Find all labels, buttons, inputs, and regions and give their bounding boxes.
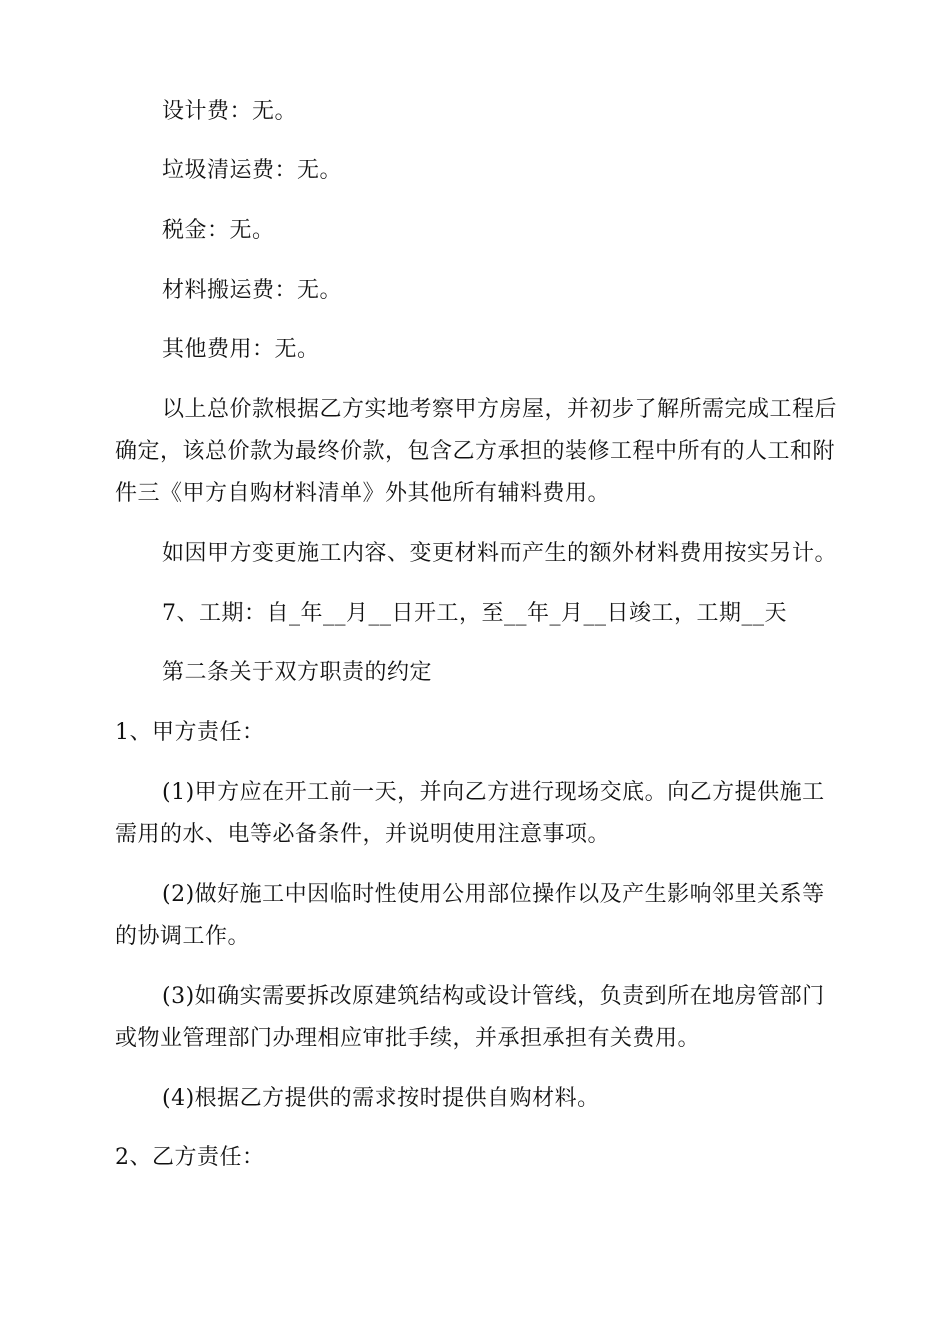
fee-transport-line: 材料搬运费：无。 (162, 278, 343, 303)
party-a-item-3: (3)如确实需要拆改原建筑结构或设计管线，负责到所在地房管部门 (162, 984, 825, 1009)
price-note-line: 件三《甲方自购材料清单》外其他所有辅料费用。 (115, 481, 611, 506)
party-a-heading: 1、甲方责任： (115, 720, 265, 745)
price-note-line: 以上总价款根据乙方实地考察甲方房屋，并初步了解所需完成工程后 (162, 397, 838, 422)
price-note-line: 确定，该总价款为最终价款，包含乙方承担的装修工程中所有的人工和附 (115, 439, 836, 464)
article-title: 第二条关于双方职责的约定 (162, 660, 433, 685)
fee-garbage-line: 垃圾清运费：无。 (162, 158, 343, 183)
fee-tax-line: 税金：无。 (162, 218, 275, 243)
fee-other-line: 其他费用：无。 (162, 337, 320, 362)
party-b-heading: 2、乙方责任： (115, 1145, 265, 1170)
change-note-line: 如因甲方变更施工内容、变更材料而产生的额外材料费用按实另计。 (162, 541, 838, 566)
party-a-item-1: (1)甲方应在开工前一天，并向乙方进行现场交底。向乙方提供施工 (162, 780, 825, 805)
party-a-item-2: (2)做好施工中因临时性使用公用部位操作以及产生影响邻里关系等 (162, 882, 825, 907)
party-a-item-4: (4)根据乙方提供的需求按时提供自购材料。 (162, 1086, 600, 1111)
party-a-item-2-cont: 的协调工作。 (115, 924, 251, 949)
schedule-line: 7、工期：自_年__月__日开工，至__年_月__日竣工，工期__天 (162, 601, 787, 626)
party-a-item-3-cont: 或物业管理部门办理相应审批手续，并承担承担有关费用。 (115, 1026, 701, 1051)
party-a-item-1-cont: 需用的水、电等必备条件，并说明使用注意事项。 (115, 822, 611, 847)
fee-design-line: 设计费：无。 (162, 99, 298, 124)
